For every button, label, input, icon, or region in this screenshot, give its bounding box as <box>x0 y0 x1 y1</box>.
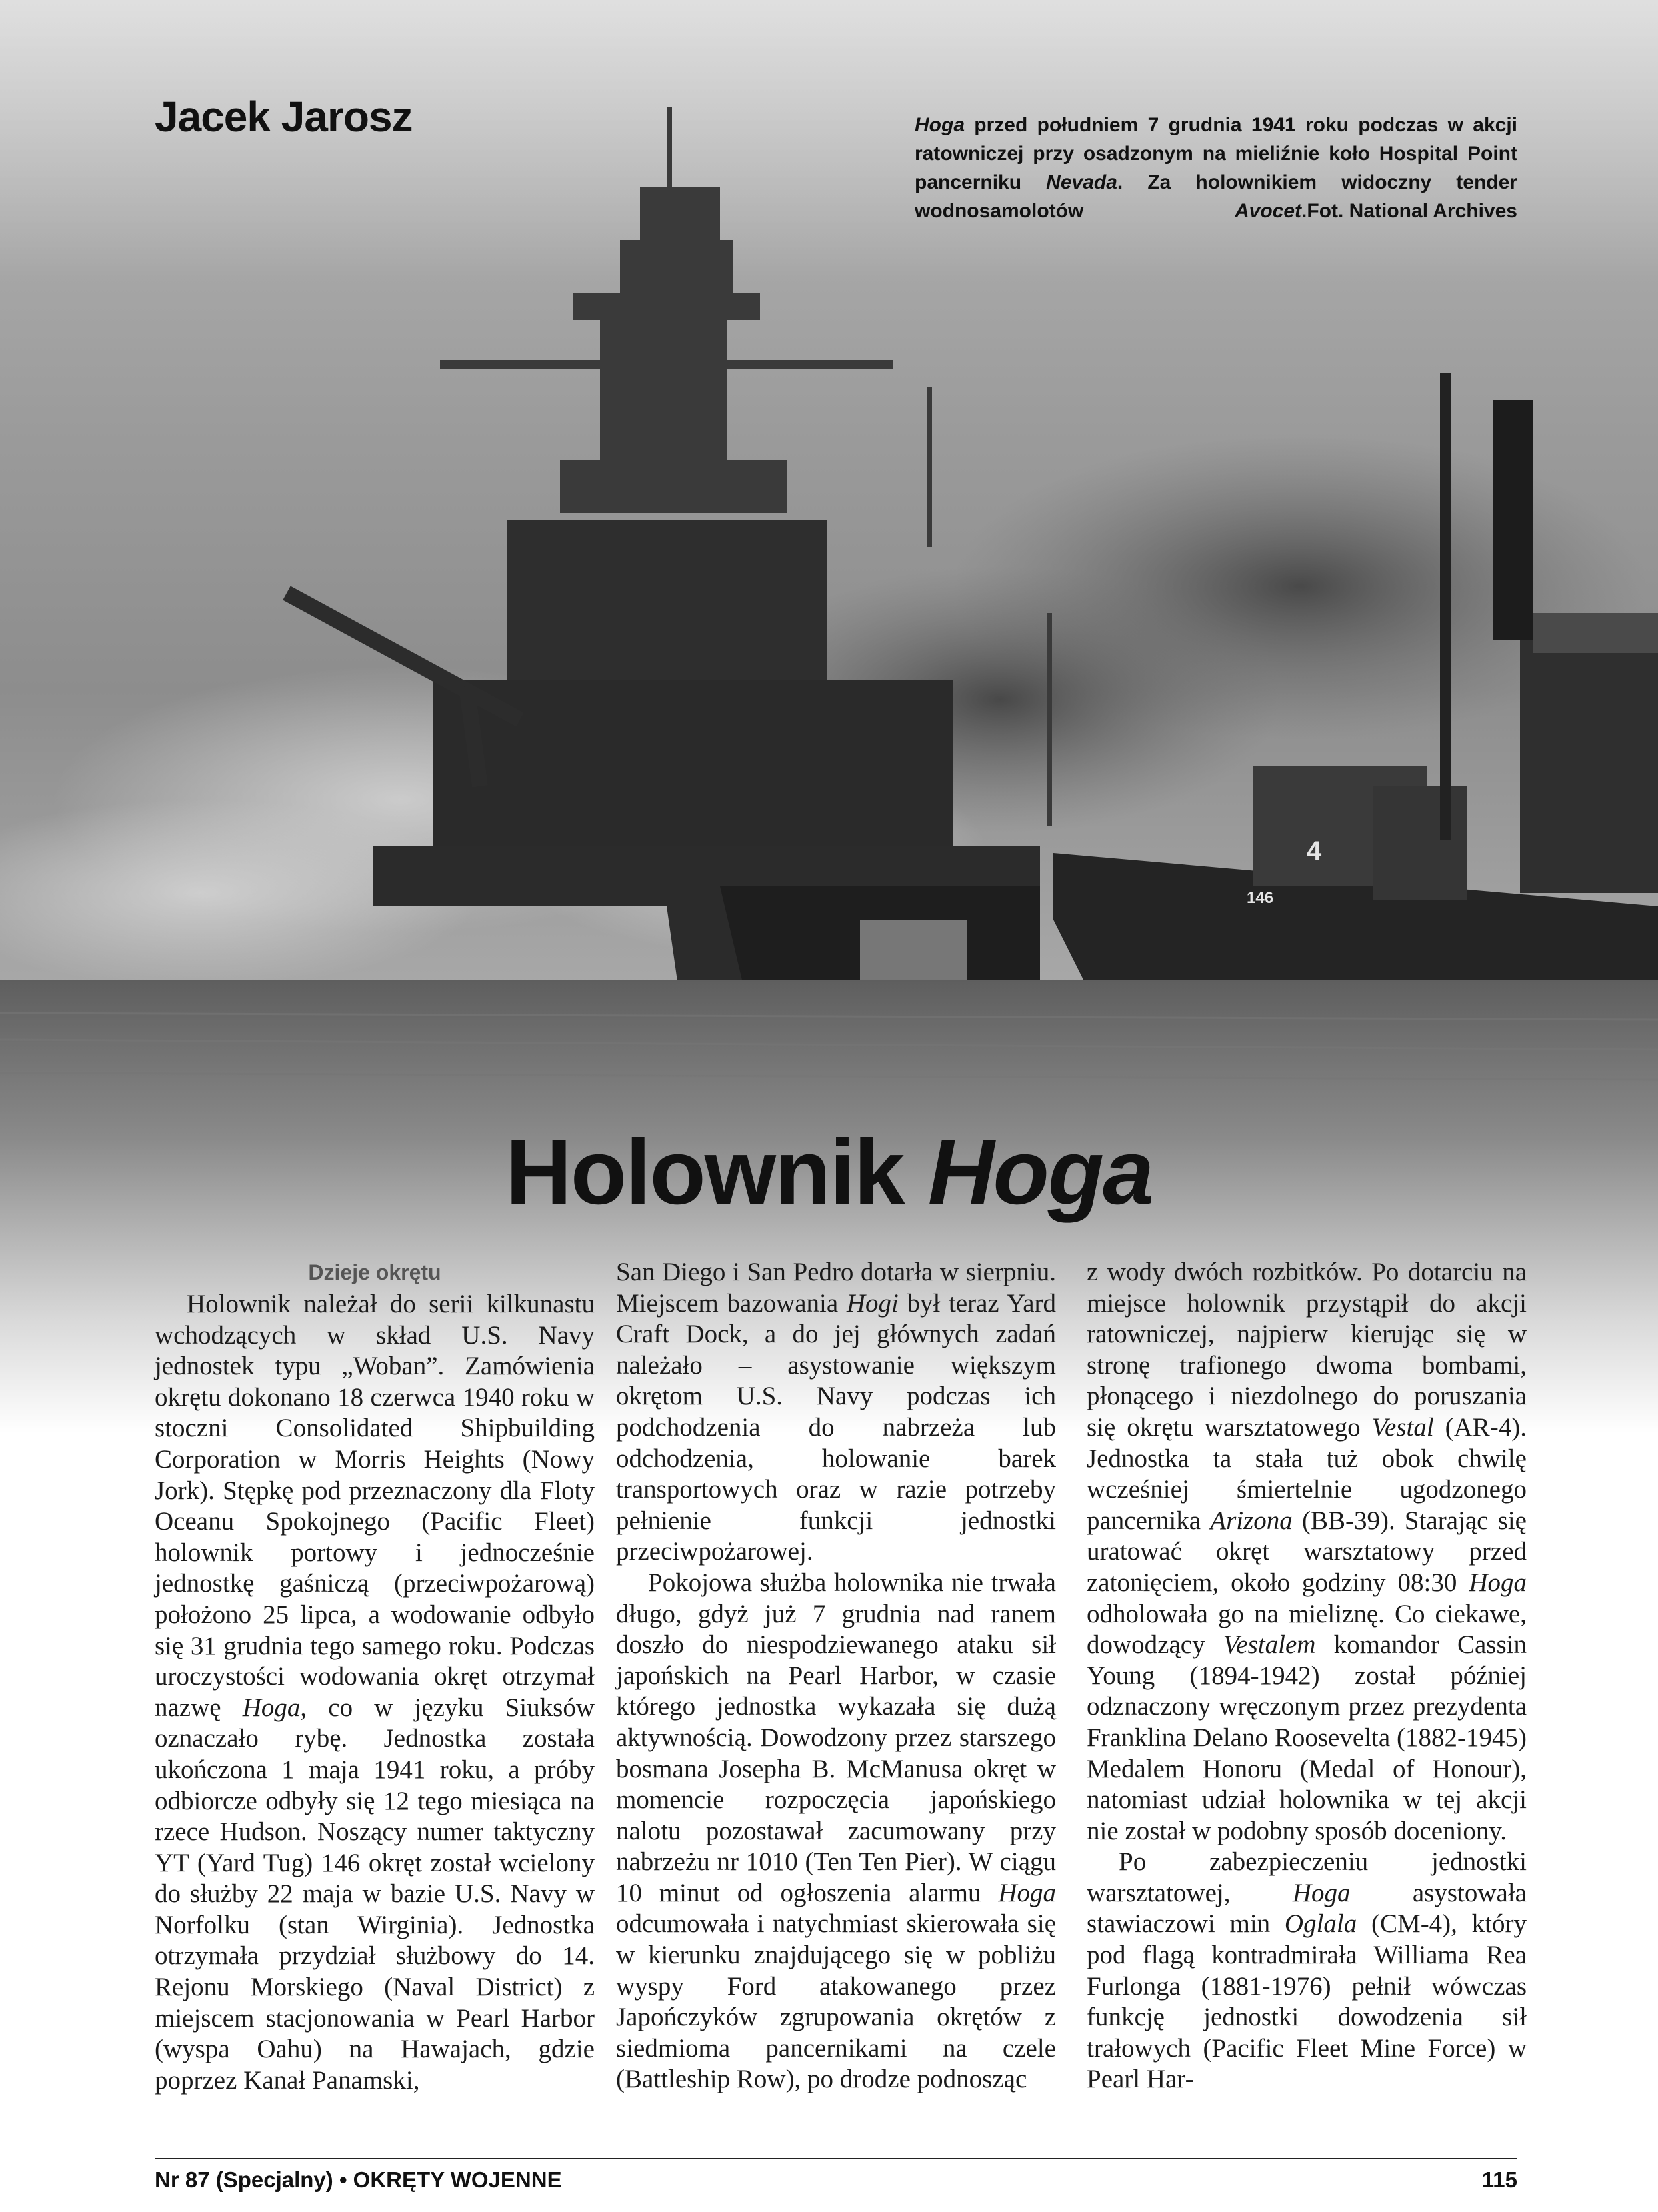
article-column-2 <box>616 1257 1056 2095</box>
photo-credit: Fot. National Archives <box>1307 200 1517 222</box>
photo-caption <box>915 111 1517 225</box>
title-italic: Hoga <box>927 1121 1153 1224</box>
paragraph: Po zabezpieczeniu jednostki warsztatowej, Hoga asystowała stawiaczowi min Oglala (CM-4), który pod flagą kontradmirała Williama Rea Furlonga (1881-1976) pełnił wówczas funkcję jednostki dowodzenia sił trałowych (Pacific Fleet Mine Force) w Pearl Har- <box>1087 1847 1527 2094</box>
section-heading: Dzieje okrętu <box>308 1260 441 1284</box>
page-number: 115 <box>1481 2167 1517 2192</box>
footer-issue: Nr 87 (Specjalny) • OKRĘTY WOJENNE <box>155 2167 562 2192</box>
article-column-3 <box>1087 1257 1527 2095</box>
paragraph: San Diego i San Pedro dotarła w sierpniu. Miejscem bazowania Hogi był teraz Yard Craft Dock, a do jej głównych zadań należało – asystowanie większym okrętom U.S. Navy podczas ich podchodzenia do nabrzeża lub odchodzenia, holowanie barek transportowych oraz w razie potrzeby pełnienie funkcji jednostki przeciwpożarowej. <box>616 1258 1057 1566</box>
hull-number: 4 <box>1307 836 1322 866</box>
footer-divider <box>155 2158 1517 2159</box>
paragraph: z wody dwóch rozbitków. Po dotarciu na miejsce holownik przystąpił do akcji ratowniczej, najpierw kierując się w stronę trafionego dwoma bombami, płonącego i niezdolnego do poruszania się okrętu warsztatowego Vestal (AR-4). Jednostka ta stała tuż obok chwilę wcześniej śmiertelnie ugodzonego pancernika Arizona (BB-39). Starając się uratować okręt warsztatowy przed zatonięciem, około godziny 08:30 Hoga odholowała go na mieliznę. Co ciekawe, dowodzący Vestalem komandor Cassin Young (1894-1942) został później odznaczony wręczonym przez prezydenta Franklina Delano Roosevelta (1882-1945) Medalem Honoru (Medal of Honour), natomiast udział holownika w tej akcji nie został w podobny sposób doceniony. <box>1087 1258 1527 1845</box>
article-column-1 <box>155 1257 595 2096</box>
title-plain: Holownik <box>505 1121 928 1224</box>
tug-number: 146 <box>1247 889 1274 907</box>
caption-text: . <box>1301 200 1307 222</box>
paragraph: Holownik należał do serii kilkunastu wchodzących w skład U.S. Navy jednostek typu „Woban”. Zamówienia okrętu dokonano 18 czerwca 1940 roku w stoczni Consolidated Shipbuilding Corporation w Morris Heights (Nowy Jork). Stępkę pod przeznaczony dla Floty Oceanu Spokojnego (Pacific Fleet) holownik portowy i jednocześnie jednostkę gaśniczą (przeciwpożarową) położono 25 lipca, a wodowanie odbyło się 31 grudnia tego samego roku. Podczas uroczystości wodowania okręt otrzymał nazwę Hoga, co w języku Siuksów oznaczało rybę. Jednostka została ukończona 1 maja 1941 roku, a próby odbiorcze odbyły się 12 tego miesiąca na rzece Hudson. Noszący numer taktyczny YT (Yard Tug) 146 okręt został wcielony do służby 22 maja w bazie U.S. Navy w Norfolku (stan Wirginia). Jednostka otrzymała przydział służbowy do 14. Rejonu Morskiego (Naval District) z miejscem stacjonowania w Pearl Harbor (wyspa Oahu) na Hawajach, gdzie poprzez Kanał Panamski, <box>155 1290 595 2095</box>
caption-ship-name: Nevada <box>1046 171 1117 193</box>
caption-ship-name: Hoga <box>915 114 965 136</box>
paragraph: Pokojowa służba holownika nie trwała długo, gdyż już 7 grudnia nad ranem doszło do niespodziewanego ataku sił japońskich na Pearl Harbor, w czasie którego jednostka wykazała się dużą aktywnością. Dowodzony przez starszego bosmana Josepha B. McManusa okręt w momencie rozpoczęcia japońskiego nalotu pozostawał zacumowany przy nabrzeżu nr 1010 (Ten Ten Pier). W ciągu 10 minut od ogłoszenia alarmu Hoga odcumowała i natychmiast skierowała się w kierunku znajdującego się w pobliżu wyspy Ford atakowanego przez Japończyków zgrupowania okrętów z siedmioma pancernikami na czele (Battleship Row), po drodze podnosząc <box>616 1568 1056 2094</box>
caption-text: przed południem 7 grudnia 1941 roku podczas w akcji ratowniczej przy osadzonym na mieliźnie koło Hospital Point pancerniku <box>915 114 1517 193</box>
caption-text: . Za holownikiem widoczny tender wodnosamolotów <box>915 171 1517 222</box>
author-name: Jacek Jarosz <box>155 93 413 141</box>
caption-ship-name: Avocet <box>1234 200 1302 222</box>
article-title <box>0 1120 1658 1226</box>
